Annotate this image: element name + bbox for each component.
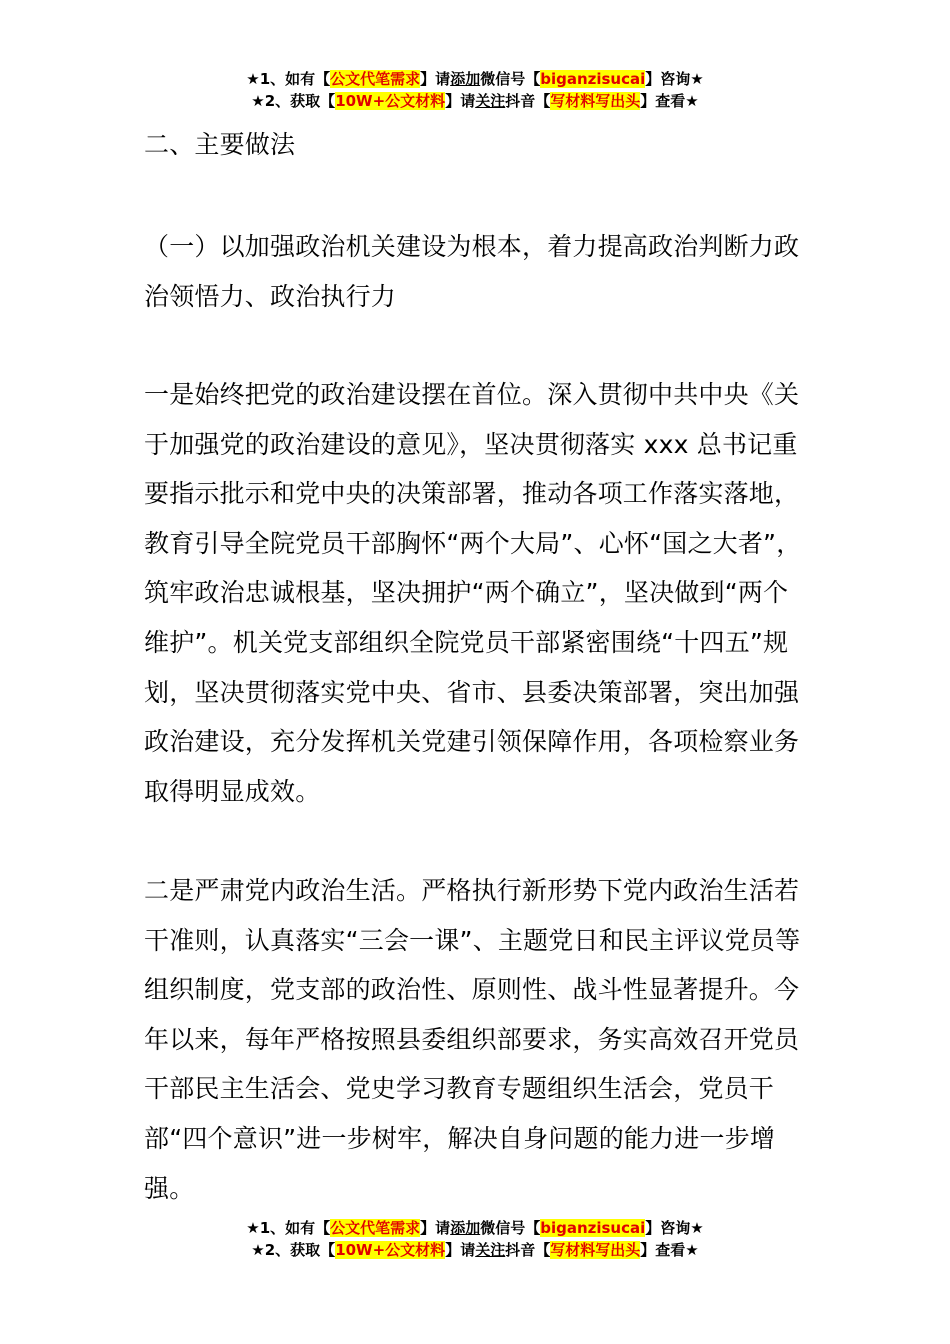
section-heading: 二、主要做法 [144,130,296,159]
banner-line-1 [0,68,950,90]
banner-text: 】请 [445,1241,476,1259]
banner-text: 】查看★ [640,1241,699,1259]
banner-text: 抖音【 [505,1241,551,1259]
banner-text: 】请 [420,1219,451,1237]
banner-underline: 关注 [475,1241,506,1259]
banner-text: 抖音【 [505,92,551,110]
banner-highlight: 写材料写出头 [550,1241,641,1259]
footer-banner [0,1217,950,1261]
banner-line-2 [0,1239,950,1261]
subsection-heading-text: （一）以加强政治机关建设为根本，着力提高政治判断力政治领悟力、政治执行力 [144,232,800,311]
banner-text: 】查看★ [640,92,699,110]
banner-text: 微信号【 [480,1219,541,1237]
banner-highlight: 10W+公文材料 [335,1241,446,1259]
banner-highlight: biganzisucai [540,1219,646,1237]
banner-text: 】请 [445,92,476,110]
banner-highlight: 10W+公文材料 [335,92,446,110]
banner-text: ★2、获取【 [251,92,336,110]
subsection-heading [144,222,808,321]
paragraph-2-text: 二是严肃党内政治生活。严格执行新形势下党内政治生活若干准则，认真落实“三会一课”、主题党日和民主评议党员等组织制度，党支部的政治性、原则性、战斗性显著提升。今年以来，每年严格按照县委组织部要求，务实高效召开党员干部民主生活会、党史学习教育专题组织生活会，党员干部“四个意识”进一步树牢，解决自身问题的能力进一步增强。 [144,876,801,1203]
paragraph-1 [144,370,808,816]
paragraph-1-text: 一是始终把党的政治建设摆在首位。深入贯彻中共中央《关于加强党的政治建设的意见》，坚决贯彻落实 xxx 总书记重要指示批示和党中央的决策部署，推动各项工作落实落地，教育引导全院党员干部胸怀“两个大局”、心怀“国之大者”，筑牢政治忠诚根基，坚决拥护“两个确立”，坚决做到“两个维护”。机关党支部组织全院党员干部紧密围绕“十四五”规划，坚决贯彻落实党中央、省市、县委决策部署，突出加强政治建设，充分发挥机关党建引领保障作用，各项检察业务取得明显成效。 [144,380,802,806]
banner-highlight: 公文代笔需求 [330,1219,421,1237]
banner-line-1 [0,1217,950,1239]
banner-highlight: 写材料写出头 [550,92,641,110]
paragraph-2 [144,866,808,1213]
banner-text: 微信号【 [480,70,541,88]
banner-text: 】咨询★ [645,1219,704,1237]
banner-text: ★1、如有【 [246,1219,331,1237]
banner-highlight: biganzisucai [540,70,646,88]
banner-text: ★2、获取【 [251,1241,336,1259]
header-banner [0,68,950,112]
banner-underline: 添加 [450,70,481,88]
banner-line-2 [0,90,950,112]
banner-underline: 添加 [450,1219,481,1237]
banner-text: 】请 [420,70,451,88]
banner-highlight: 公文代笔需求 [330,70,421,88]
banner-text: 】咨询★ [645,70,704,88]
banner-underline: 关注 [475,92,506,110]
banner-text: ★1、如有【 [246,70,331,88]
